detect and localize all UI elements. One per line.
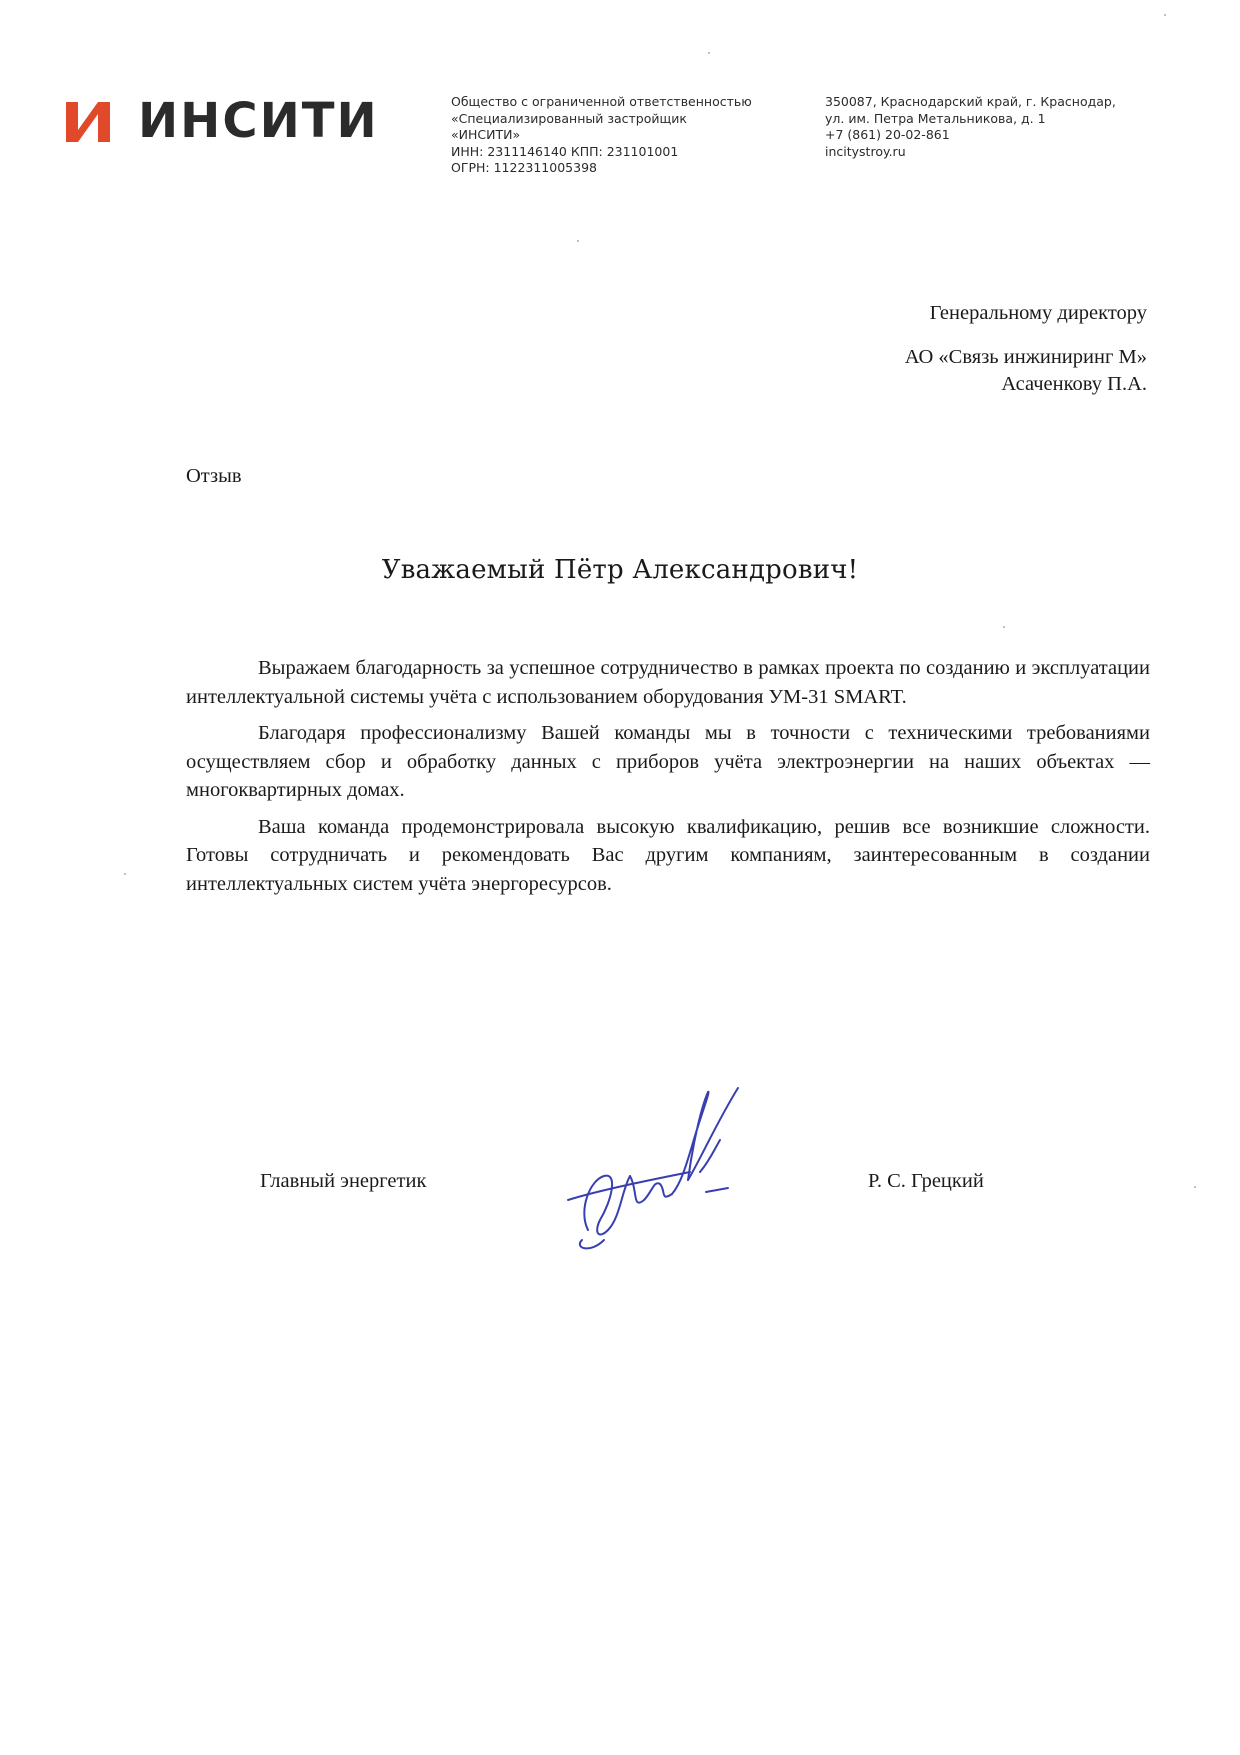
contact-line: 350087, Краснодарский край, г. Краснодар, [825, 94, 1116, 109]
scan-speck [1164, 14, 1166, 16]
contact-details [825, 94, 1116, 160]
company-line: Общество с ограниченной ответственностью [451, 94, 752, 109]
scan-speck [708, 52, 710, 54]
letter-subject: Отзыв [186, 465, 242, 487]
addressee-position: Генеральному директору [929, 302, 1147, 324]
letter-body [186, 654, 1150, 906]
scan-speck [1194, 1186, 1196, 1188]
addressee-company: АО «Связь инжиниринг М» [904, 346, 1147, 368]
contact-line: +7 (861) 20-02-861 [825, 127, 950, 142]
addressee-name: Асаченкову П.А. [1001, 373, 1147, 395]
addressee-block [905, 300, 1147, 398]
contact-line: incitystroy.ru [825, 143, 906, 159]
scan-speck [1003, 626, 1005, 628]
handwritten-signature [560, 1080, 800, 1260]
scan-speck [577, 240, 579, 242]
scan-speck [124, 873, 126, 875]
body-paragraph: Ваша команда продемонстрировала высокую квалификацию, решив все возникшие сложности. Готовы сотрудничать и рекомендовать Вас другим компаниям, заинтересованным в создании интеллектуальных систем учёта энергоресурсов. [186, 815, 1150, 895]
company-details [451, 94, 752, 177]
company-line: «ИНСИТИ» [451, 127, 521, 142]
salutation: Уважаемый Пётр Александрович! [381, 555, 859, 585]
signatory-name: Р. С. Грецкий [868, 1170, 984, 1192]
logo-text: ИНСИТИ [138, 93, 379, 149]
company-line: «Специализированный застройщик [451, 110, 687, 126]
company-line: ИНН: 2311146140 КПП: 231101001 [451, 143, 679, 159]
signatory-position: Главный энергетик [260, 1170, 427, 1192]
body-paragraph: Благодаря профессионализму Вашей команды мы в точности с техническими требованиями осуществляем сбор и обработку данных с приборов учёта электроэнергии на наших объектах — многоквартирных домах. [186, 722, 1150, 801]
contact-line: ул. им. Петра Метальникова, д. 1 [825, 110, 1046, 126]
logo-mark-icon [66, 100, 110, 142]
company-line: ОГРН: 1122311005398 [451, 160, 597, 175]
company-logo [66, 93, 379, 149]
body-paragraph: Выражаем благодарность за успешное сотрудничество в рамках проекта по созданию и эксплуатации интеллектуальной системы учёта с использованием оборудования УМ-31 SMART. [186, 657, 1150, 708]
